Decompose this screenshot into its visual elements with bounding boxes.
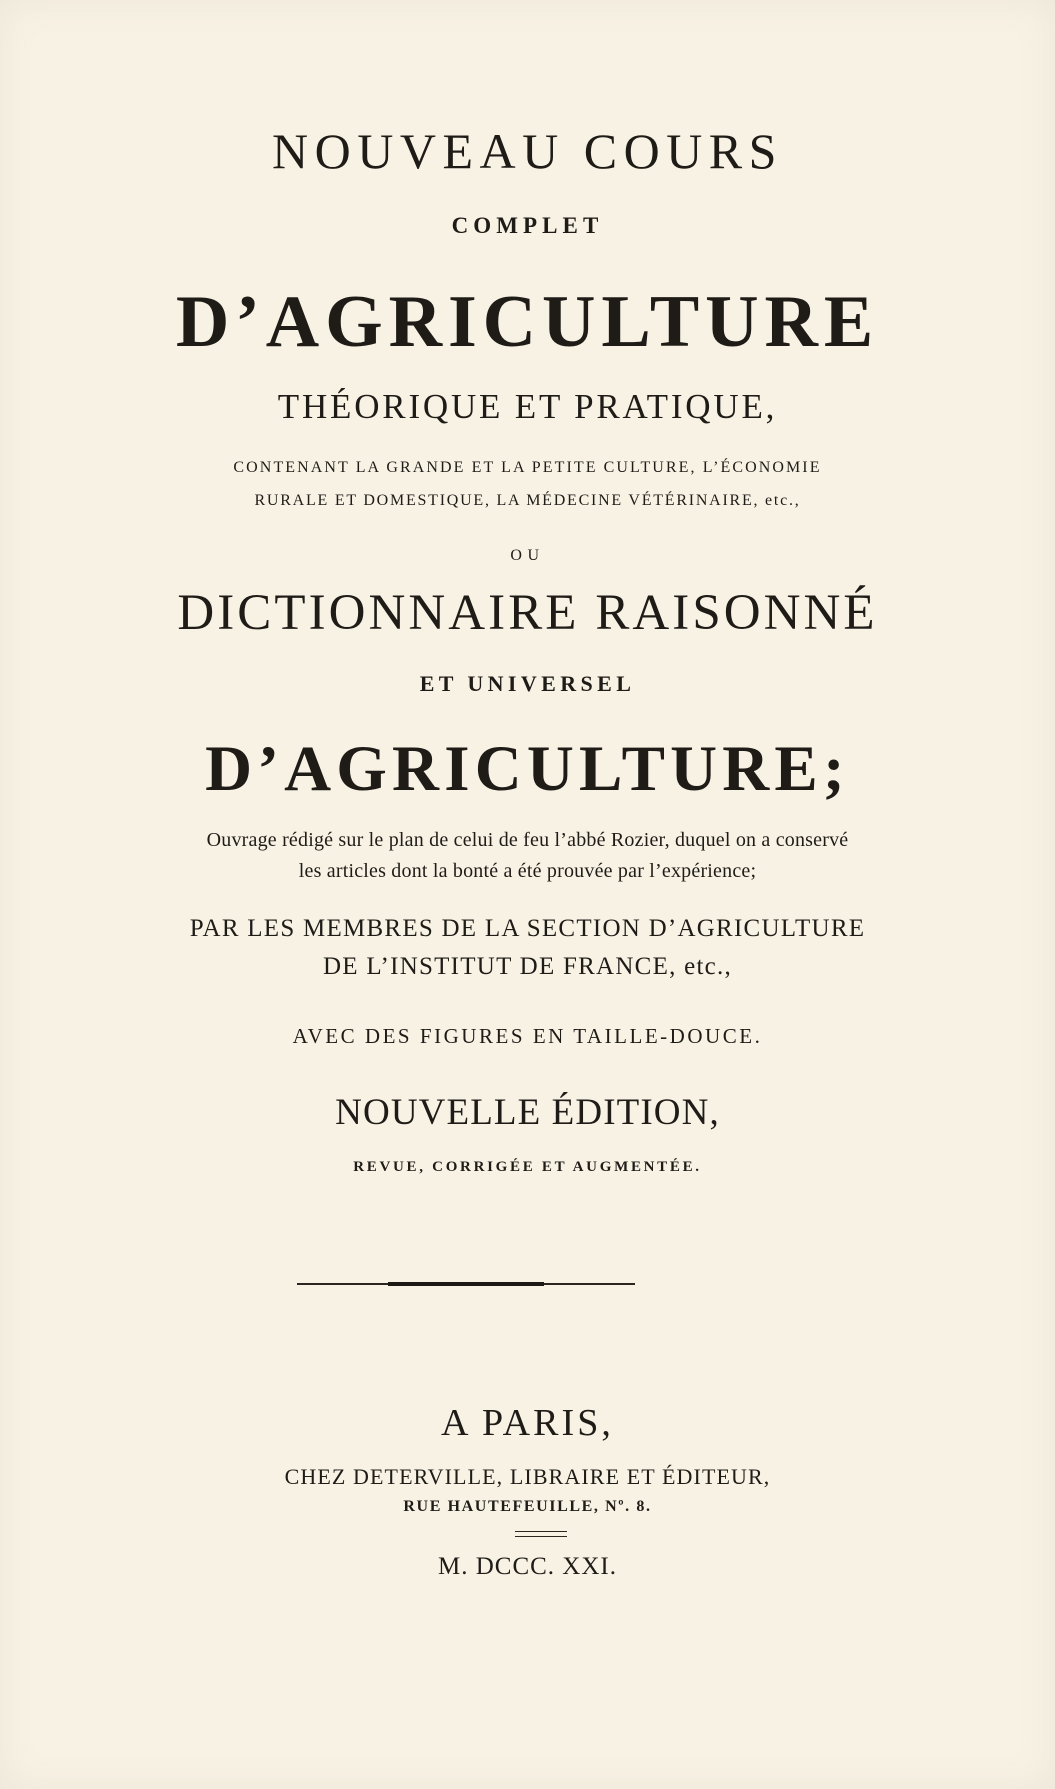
or-line: OU (510, 547, 545, 564)
title-line-1: NOUVEAU COURS (272, 123, 783, 179)
subtitle-theory-practice: THÉORIQUE ET PRATIQUE, (277, 387, 778, 426)
main-title-3: D’AGRICULTURE; (205, 733, 850, 805)
imprint-address: RUE HAUTEFEUILLE, Nº. 8. (403, 1498, 652, 1515)
imprint-publisher: CHEZ DETERVILLE, LIBRAIRE ET ÉDITEUR, (284, 1464, 771, 1489)
revision-line: REVUE, CORRIGÉE ET AUGMENTÉE. (353, 1159, 702, 1175)
universal-line: ET UNIVERSEL (419, 671, 636, 696)
main-title-1: D’AGRICULTURE (175, 281, 880, 363)
edition-line: NOUVELLE ÉDITION, (335, 1092, 720, 1133)
imprint-divider (515, 1531, 567, 1537)
figures-line: AVEC DES FIGURES EN TAILLE-DOUCE. (292, 1024, 763, 1048)
contents-line-2: RURALE ET DOMESTIQUE, LA MÉDECINE VÉTÉRINAIRE, etc., (254, 492, 801, 509)
description-line-1: Ouvrage rédigé sur le plan de celui de feu l’abbé Rozier, duquel on a conservé (206, 829, 849, 851)
description-line-2: les articles dont la bonté a été prouvée par l’expérience; (298, 860, 757, 882)
authors-line-2: DE L’INSTITUT DE FRANCE, etc., (323, 953, 732, 980)
authors-line-1: PAR LES MEMBRES DE LA SECTION D’AGRICULTURE (189, 915, 866, 942)
title-line-2: COMPLET (451, 213, 604, 238)
imprint-city: A PARIS, (441, 1402, 614, 1444)
imprint-year: M. DCCC. XXI. (438, 1553, 617, 1580)
main-title-2: DICTIONNAIRE RAISONNÉ (177, 585, 878, 641)
contents-line-1: CONTENANT LA GRANDE ET LA PETITE CULTURE, L’ÉCONOMIE (233, 459, 822, 476)
ornamental-rule (297, 1283, 635, 1285)
